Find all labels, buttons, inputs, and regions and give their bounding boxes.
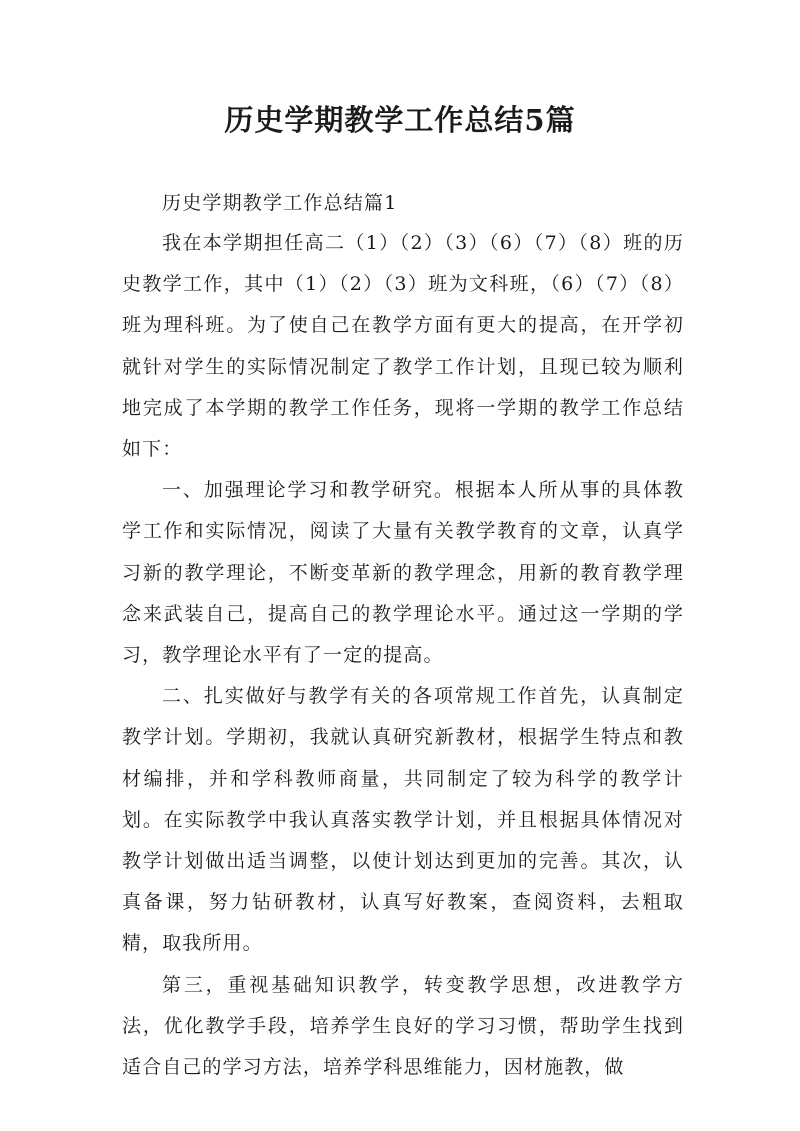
section-heading: 历史学期教学工作总结篇1	[162, 192, 398, 214]
paragraph-intro: 我在本学期担任高二（1）（2）（3）（6）（7）（8）班的历史教学工作，其中（1）（2）（3）班为文科班，（6）（7）（8）班为理科班。为了使自己在教学方面有更大的提高，在开学初就针对学生的实际情况制定了教学工作计划，且现已较为顺利地完成了本学期的教学工作任务，现将一学期的教学工作总结如下：	[122, 232, 684, 461]
paragraph-theory-study: 一、加强理论学习和教学研究。根据本人所从事的具体教学工作和实际情况，阅读了大量有关教学教育的文章，认真学习新的教学理论，不断变革新的教学理念，用新的教育教学理念来武装自己，提高自己的教学理论水平。通过这一学期的学习，教学理论水平有了一定的提高。	[122, 479, 684, 667]
paragraph-routine-work: 二、扎实做好与教学有关的各项常规工作首先，认真制定教学计划。学期初，我就认真研究新教材，根据学生特点和教材编排，并和学科教师商量，共同制定了较为科学的教学计划。在实际教学中我认真落实教学计划，并且根据具体情况对教学计划做出适当调整，以使计划达到更加的完善。其次，认真备课，努力钻研教材，认真写好教案，查阅资料，去粗取精，取我所用。	[122, 685, 684, 955]
paragraph-basic-knowledge: 第三，重视基础知识教学，转变教学思想，改进教学方法，优化教学手段，培养学生良好的学习习惯，帮助学生找到适合自己的学习方法，培养学科思维能力，因材施教，做	[122, 973, 684, 1079]
document-body	[122, 183, 684, 1088]
document-title: 历史学期教学工作总结5篇	[224, 103, 576, 137]
